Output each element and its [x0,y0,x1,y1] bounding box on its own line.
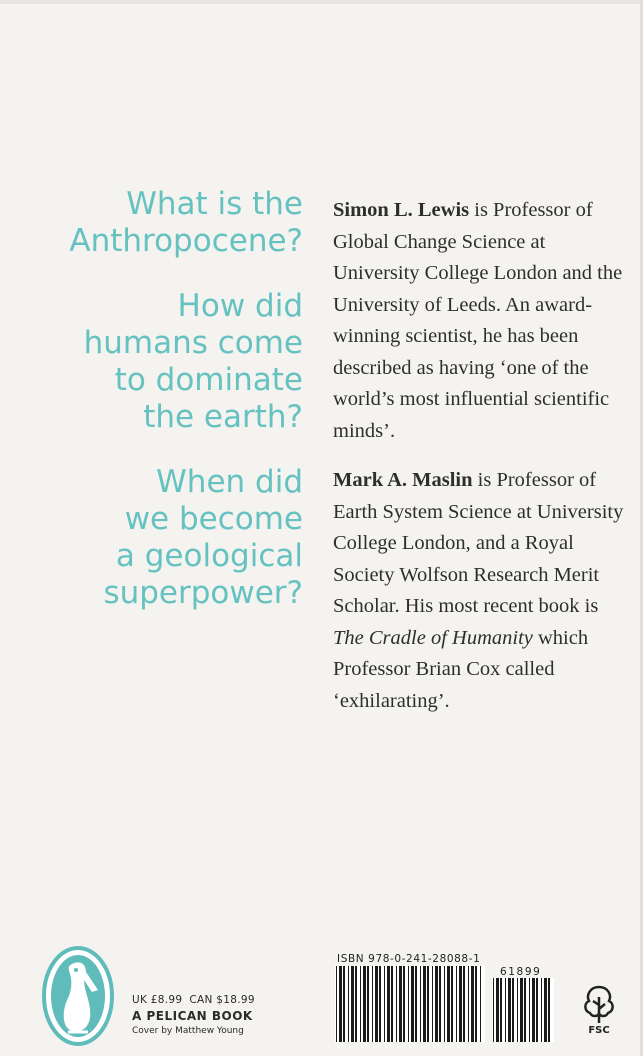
barcode-bar [391,966,393,1042]
cover-credit: Cover by Matthew Young [132,1026,244,1036]
price-line [132,993,312,1007]
barcode-bar [517,978,518,1042]
addon-barcode [492,978,554,1042]
author-name: Simon L. Lewis [333,199,470,221]
barcode-bar [435,966,438,1042]
questions-column [3,186,303,640]
barcode-bar [432,966,433,1042]
barcode-bar [493,978,494,1042]
author-bios [333,195,633,735]
barcode-bar [541,978,542,1042]
bio-simon-lewis [333,195,633,447]
barcode-bar [363,966,366,1042]
barcode-bar [475,966,477,1042]
barcode-bar [524,978,526,1042]
barcode-bar [496,978,499,1042]
barcode-bar [387,966,390,1042]
price-can: CAN $18.99 [189,994,255,1006]
barcode-bar [375,966,378,1042]
barcode-bar [403,966,405,1042]
barcode-bar [343,966,345,1042]
barcode-bar [336,966,337,1042]
question-anthropocene: What is the Anthropocene? [69,186,303,259]
pelican-logo-icon [42,946,114,1046]
book-title: The Cradle of Humanity [333,626,533,649]
barcode-bar [536,978,538,1042]
barcode-bar [379,966,381,1042]
barcode-bar [396,966,397,1042]
barcode-bar [532,978,535,1042]
barcode-bar [355,966,357,1042]
price-uk: UK £8.99 [132,994,183,1006]
bio-text: which Professor Brian Cox called ‘exhilarating’. [333,626,589,712]
fsc-label: FSC [588,1025,610,1036]
series-name: A PELICAN BOOK [132,1009,253,1023]
barcode-bar [360,966,361,1042]
barcode-bar [372,966,373,1042]
barcode-bar [399,966,402,1042]
barcode-bar [463,966,465,1042]
barcode-bar [456,966,457,1042]
barcode-bar [367,966,369,1042]
barcode-bar [439,966,441,1042]
barcode-bar [427,966,429,1042]
barcode-bar [459,966,462,1042]
barcode-bar [447,966,450,1042]
barcode-bar [548,978,550,1042]
question-dominate: How did humans come to dominate the earth? [83,288,303,435]
imprint-block [132,993,312,1038]
barcode-bar [512,978,514,1042]
barcode-bar [520,978,523,1042]
bio-text: is Professor of Earth System Science at University College London, and a Royal Society Wolfson Research Merit Scholar. His most recent book is [333,469,624,617]
barcode-bar [408,966,409,1042]
addon-digits: 61899 [500,966,542,978]
barcode-bar [500,978,502,1042]
barcode-bar [351,966,354,1042]
isbn-barcode [335,966,485,1042]
author-name: Mark A. Maslin [333,469,473,491]
barcode-bar [505,978,506,1042]
barcode-bar [471,966,474,1042]
barcode-bar [451,966,453,1042]
isbn-text: ISBN 978-0-241-28088-1 [337,953,481,965]
bio-text: is Professor of Global Change Science at University College London and the University of Leeds. An award-winning scientist, he has been described as having ‘one of the world’s most influential scientific minds’. [333,199,623,442]
barcode-bar [411,966,414,1042]
top-edge [0,0,643,4]
question-superpower: When did we become a geological superpower? [103,464,303,611]
barcode-bar [423,966,426,1042]
bio-mark-maslin [333,465,633,717]
barcode-bar [348,966,349,1042]
barcode-bar [420,966,421,1042]
barcode-bar [508,978,511,1042]
barcode-bar [468,966,469,1042]
barcode-bar [444,966,445,1042]
barcode-bar [480,966,481,1042]
barcode-bar [544,978,547,1042]
barcode-bar [415,966,417,1042]
barcode-bar [384,966,385,1042]
barcode-bar [339,966,342,1042]
barcode-bar [529,978,530,1042]
